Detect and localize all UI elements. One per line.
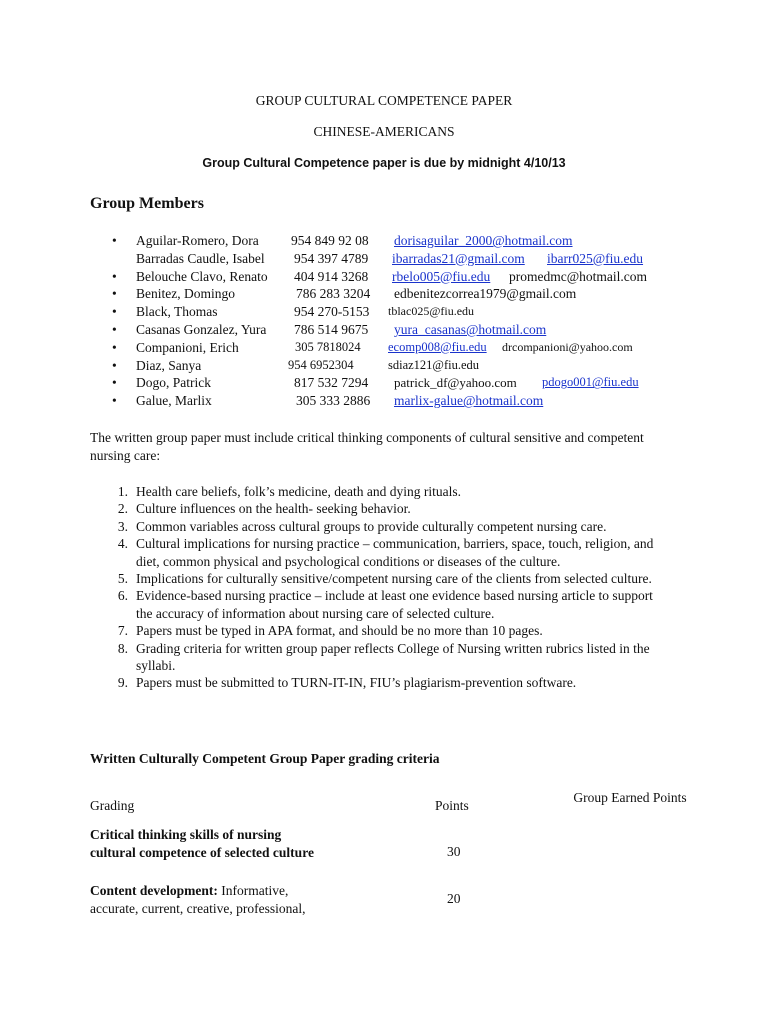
member-name: Companioni, Erich: [136, 339, 239, 355]
member-name: Dogo, Patrick: [136, 375, 211, 391]
member-name: Benitez, Domingo: [136, 286, 235, 302]
bullet: •: [112, 233, 117, 248]
bullet: •: [112, 339, 117, 355]
table-row-label: Critical thinking skills of nursing cultural competence of selected culture: [90, 827, 314, 860]
bullet: •: [112, 268, 117, 284]
member-email-link[interactable]: rbelo005@fiu.edu: [392, 268, 491, 284]
item-number: 3.: [117, 518, 128, 534]
item-text: Common variables across cultural groups to provide culturally competent nursing care.: [136, 518, 607, 534]
member-phone: 404 914 3268: [294, 268, 369, 284]
member-email-link[interactable]: dorisaguilar_2000@hotmail.com: [394, 233, 573, 248]
column-header-earned: Group Earned Points: [573, 790, 687, 805]
column-header-points: Points: [435, 798, 469, 813]
due-date-note: Group Cultural Competence paper is due by midnight 4/10/13: [202, 156, 566, 170]
list-item: [112, 393, 752, 411]
member-email: patrick_df@yahoo.com: [394, 375, 517, 391]
item-text: Papers must be typed in APA format, and should be no more than 10 pages.: [136, 623, 543, 639]
member-email-link[interactable]: yura_casanas@hotmail.com: [394, 321, 547, 337]
item-number: 9.: [117, 675, 128, 691]
member-name: Diaz, Sanya: [136, 357, 202, 373]
item-text: Evidence-based nursing practice – include at least one evidence based nursing article to support the accuracy of information about nursing care of selected culture.: [136, 588, 653, 621]
member-name: Black, Thomas: [136, 304, 218, 320]
list-item: [112, 340, 752, 358]
table-row: [90, 882, 340, 917]
criteria-heading: Written Culturally Competent Group Paper grading criteria: [90, 751, 440, 766]
item-number: 8.: [117, 640, 128, 656]
member-phone: 786 514 9675: [294, 321, 369, 337]
list-item: [112, 570, 672, 587]
item-text: Implications for culturally sensitive/competent nursing care of the clients from selected culture.: [136, 571, 652, 587]
member-phone: 305 7818024: [295, 339, 361, 354]
item-text: Cultural implications for nursing practice – communication, barriers, space, touch, religion, and diet, common physical and psychological conditions or diseases of the culture.: [136, 536, 654, 569]
member-phone: 954 6952304: [288, 357, 354, 372]
list-item: [112, 251, 752, 269]
column-header-grading: Grading: [90, 798, 135, 813]
member-phone: 817 532 7294: [294, 375, 369, 391]
list-item: [112, 500, 672, 517]
member-email: tblac025@fiu.edu: [388, 304, 475, 319]
member-name: Galue, Marlix: [136, 393, 212, 409]
list-item: [112, 304, 752, 322]
bullet: •: [112, 375, 117, 391]
list-item: [112, 483, 672, 500]
item-number: 5.: [117, 571, 128, 587]
item-number: 6.: [117, 588, 128, 604]
document-subtitle: CHINESE-AMERICANS: [313, 124, 455, 139]
item-text: Papers must be submitted to TURN-IT-IN, FIU’s plagiarism-prevention software.: [136, 675, 577, 691]
member-phone: 954 849 92 08: [291, 233, 369, 248]
requirements-list: [112, 483, 672, 692]
list-item: [112, 286, 752, 304]
intro-paragraph: The written group paper must include critical thinking components of cultural sensitive and competent nursing care:: [90, 430, 644, 463]
member-phone: 786 283 3204: [296, 286, 371, 302]
table-row-points: 20: [447, 891, 461, 906]
list-item: [112, 322, 752, 340]
item-text: Health care beliefs, folk’s medicine, death and dying rituals.: [136, 484, 462, 499]
bullet: •: [112, 393, 117, 409]
list-item: [112, 622, 672, 639]
member-email: edbenitezcorrea1979@gmail.com: [394, 286, 577, 302]
member-name: Aguilar-Romero, Dora: [136, 233, 259, 248]
table-row-description: Informative, accurate, current, creative, professional,: [90, 883, 306, 916]
item-number: 7.: [117, 623, 128, 639]
item-number: 2.: [117, 501, 128, 517]
member-email-link[interactable]: ecomp008@fiu.edu: [388, 339, 487, 354]
members-list: [112, 233, 752, 411]
member-email-secondary: drcompanioni@yahoo.com: [502, 339, 633, 354]
document-title: GROUP CULTURAL COMPETENCE PAPER: [255, 93, 513, 108]
member-name: Belouche Clavo, Renato: [136, 268, 268, 284]
list-item: [112, 674, 672, 691]
member-email-link-secondary[interactable]: ibarr025@fiu.edu: [547, 250, 644, 266]
member-email: sdiaz121@fiu.edu: [388, 357, 480, 372]
members-heading: Group Members: [90, 195, 204, 212]
bullet: •: [112, 321, 117, 337]
member-phone: 954 270-5153: [294, 304, 370, 320]
list-item: [112, 375, 752, 393]
item-text: Grading criteria for written group paper reflects College of Nursing written rubrics listed in the syllabi.: [136, 640, 650, 674]
bullet: •: [112, 286, 117, 302]
list-item: [112, 640, 672, 675]
list-item: [112, 358, 752, 376]
member-name: Barradas Caudle, Isabel: [136, 250, 265, 266]
member-email-link[interactable]: marlix-galue@hotmail.com: [394, 393, 544, 409]
table-row-points: 30: [447, 844, 461, 859]
bullet: •: [112, 357, 117, 373]
member-phone: 305 333 2886: [296, 393, 371, 409]
list-item: [112, 587, 672, 622]
list-item: [112, 535, 672, 570]
list-item: [112, 269, 752, 287]
item-number: 1.: [117, 484, 128, 499]
member-name: Casanas Gonzalez, Yura: [136, 321, 267, 337]
member-email-link[interactable]: ibarradas21@gmail.com: [392, 250, 525, 266]
member-email-link-secondary[interactable]: pdogo001@fiu.edu: [542, 375, 639, 390]
item-number: 4.: [117, 536, 128, 552]
item-text: Culture influences on the health- seeking behavior.: [136, 501, 411, 517]
list-item: [112, 233, 752, 251]
table-row-label: Content development:: [90, 883, 218, 898]
member-email-secondary: promedmc@hotmail.com: [509, 268, 648, 284]
list-item: [112, 518, 672, 535]
bullet: •: [112, 304, 117, 320]
member-phone: 954 397 4789: [294, 250, 369, 266]
